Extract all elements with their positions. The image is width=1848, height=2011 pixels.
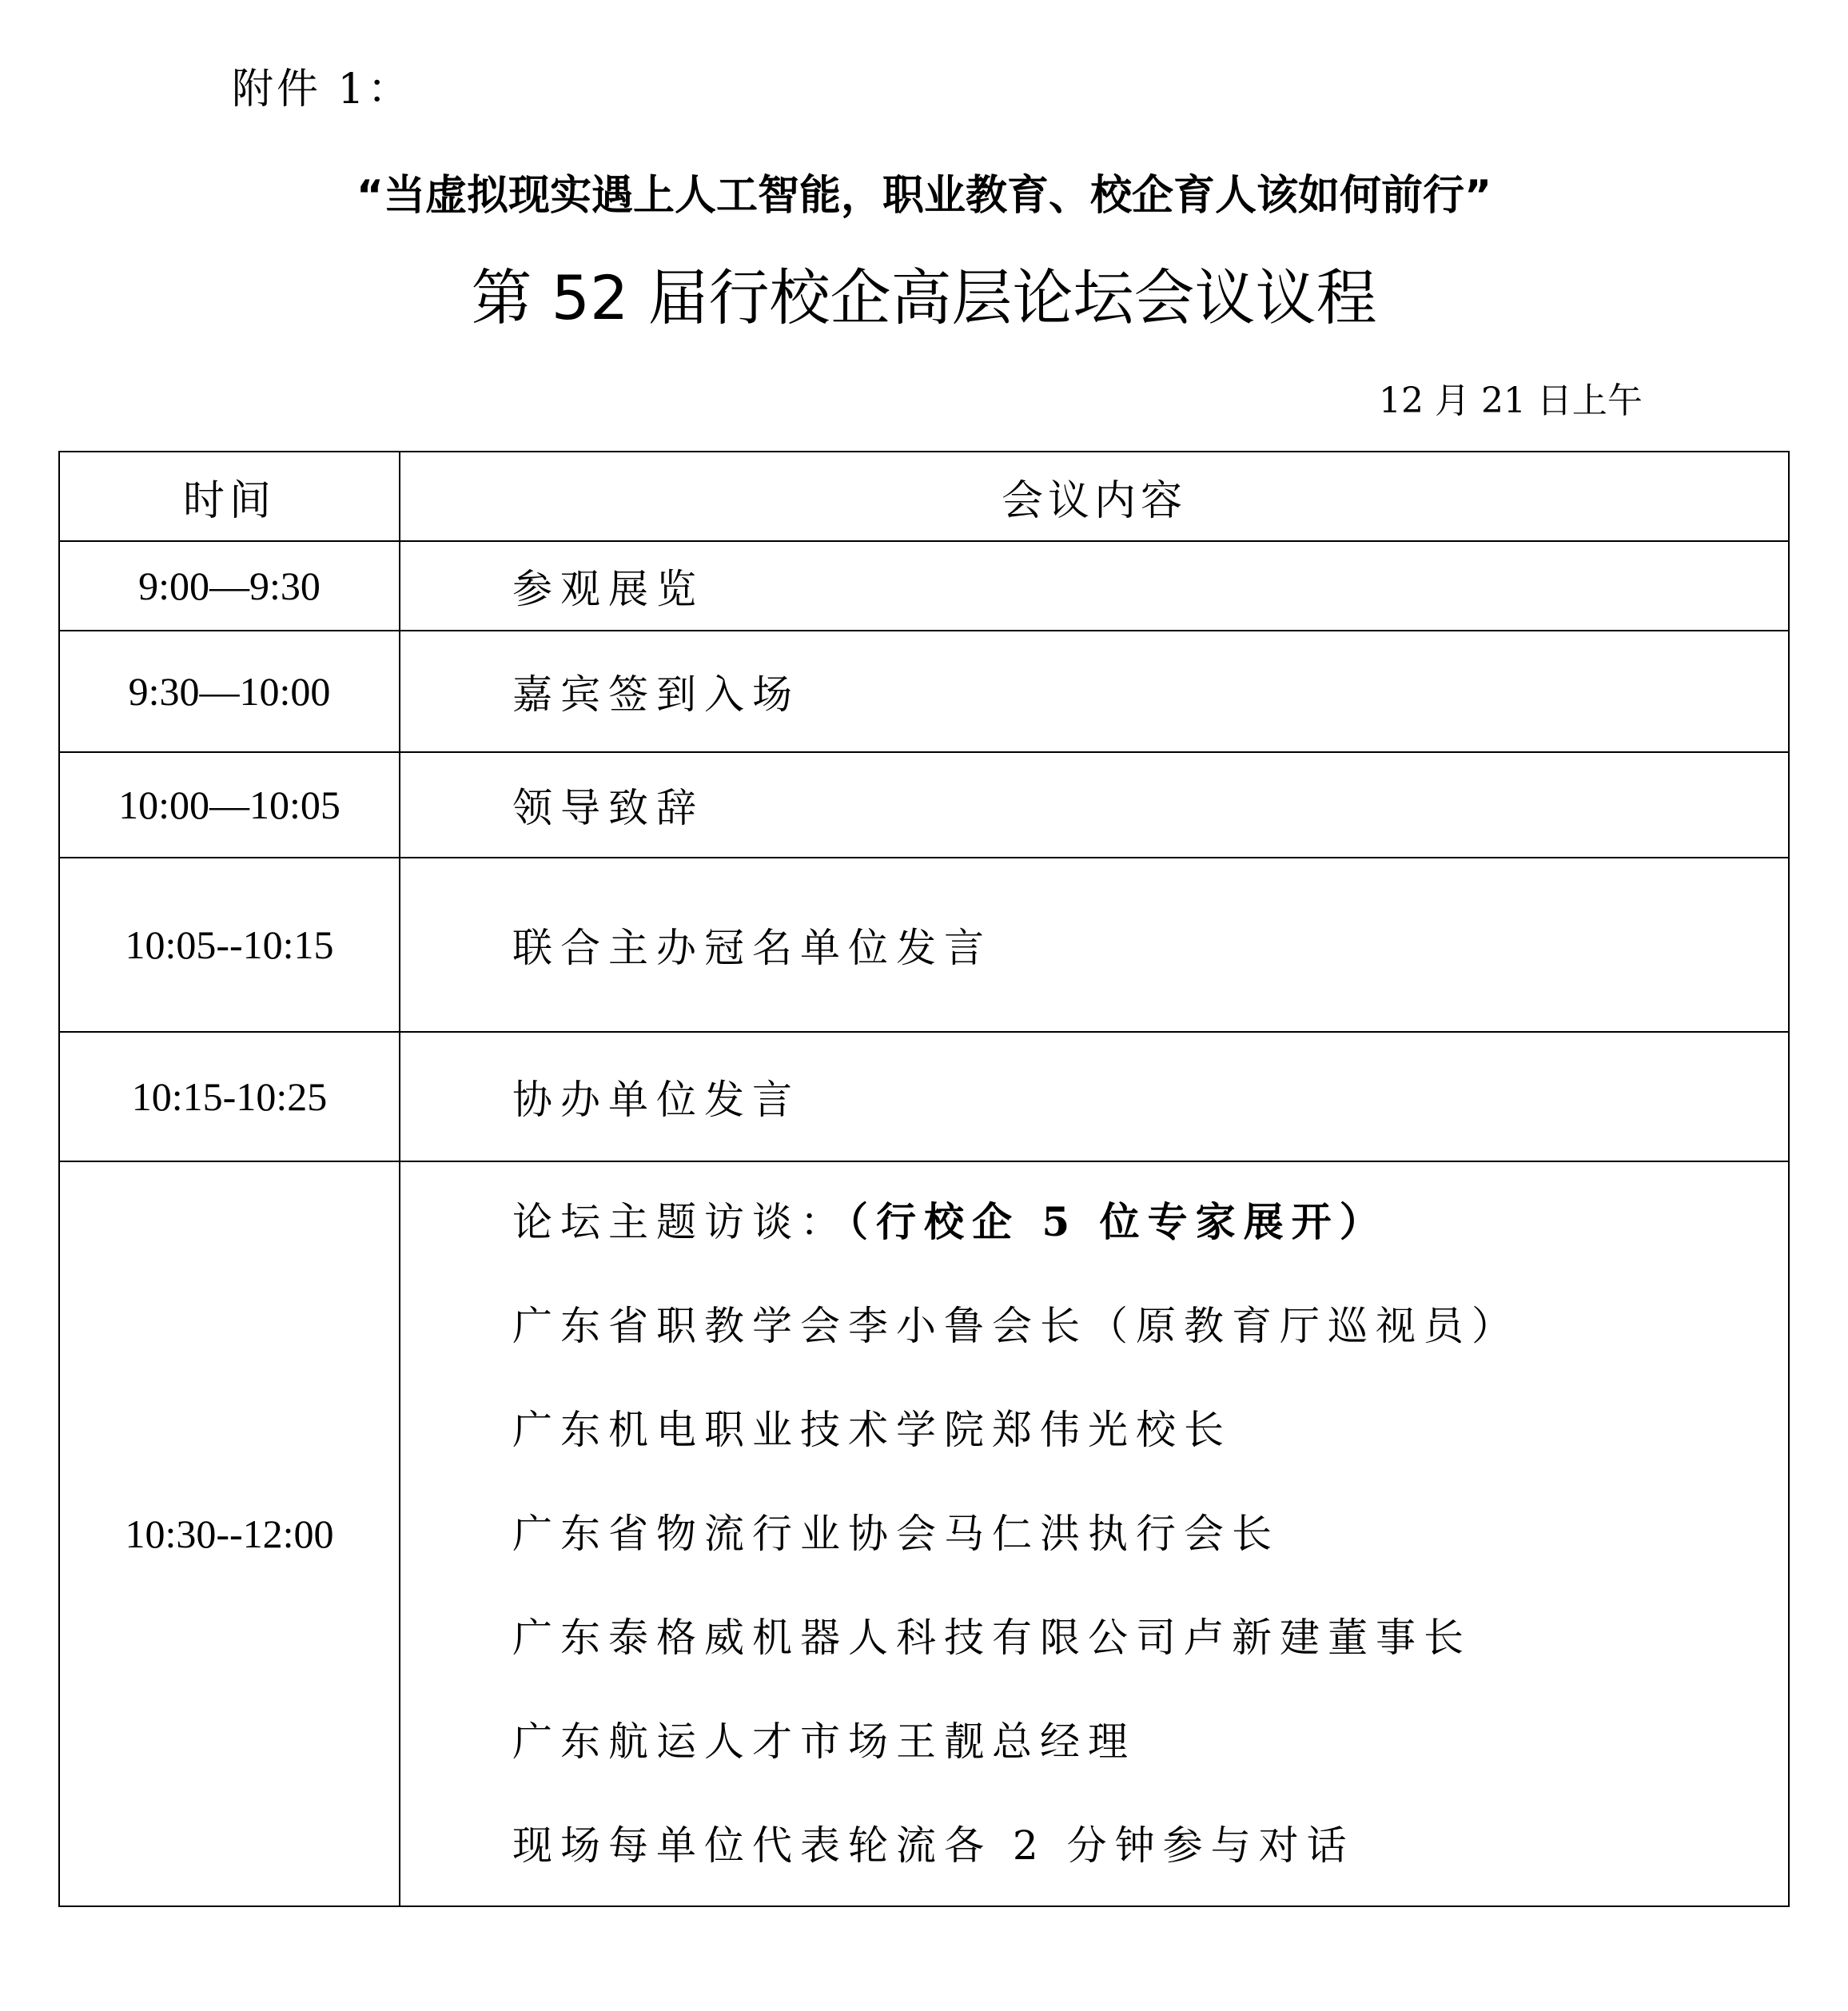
speaker-line: 广东机电职业技术学院郑伟光校长 (512, 1407, 1232, 1453)
header-content: 会议内容 (400, 452, 1789, 541)
table-row (59, 541, 1789, 631)
speaker-line: 广东航运人才市场王靓总经理 (512, 1718, 1136, 1765)
time-cell: 9:30—10:00 (59, 631, 400, 752)
content-cell: 领导致辞 (400, 752, 1789, 858)
speaker-line: 广东省职教学会李小鲁会长（原教育厅巡视员） (512, 1303, 1519, 1349)
forum-heading-bold: （行校企 5 位专家展开） (848, 1198, 1388, 1245)
table-row (59, 631, 1789, 752)
content-cell: 协办单位发言 (400, 1032, 1789, 1161)
document-title: 第 52 届行校企高层论坛会议议程 (471, 262, 1377, 333)
content-cell: 嘉宾签到入场 (400, 631, 1789, 752)
forum-row (59, 1161, 1789, 1906)
table-row (59, 752, 1789, 858)
date-label: 12 月 21 日上午 (1379, 380, 1643, 421)
forum-time-cell: 10:30--12:00 (59, 1161, 400, 1906)
content-cell: 联合主办冠名单位发言 (400, 858, 1789, 1032)
content-cell: 参观展览 (400, 541, 1789, 631)
time-cell: 10:05--10:15 (59, 858, 400, 1032)
document-subtitle: “当虚拟现实遇上人工智能，职业教育、校企育人该如何前行” (356, 172, 1492, 220)
header-time: 时间 (59, 452, 400, 541)
table-row (59, 858, 1789, 1032)
forum-content-cell (400, 1161, 1789, 1906)
time-cell: 10:00—10:05 (59, 752, 400, 858)
time-cell: 10:15-10:25 (59, 1032, 400, 1161)
speaker-line: 广东省物流行业协会马仁洪执行会长 (512, 1511, 1280, 1557)
time-cell: 9:00—9:30 (59, 541, 400, 631)
speaker-line: 广东泰格威机器人科技有限公司卢新建董事长 (512, 1615, 1472, 1661)
attachment-label: 附件 1： (232, 66, 412, 113)
speaker-line: 现场每单位代表轮流各 2 分钟参与对话 (512, 1822, 1355, 1869)
forum-heading-text: 论坛主题访谈： (512, 1199, 848, 1245)
agenda-table (58, 451, 1790, 1907)
table-row (59, 1032, 1789, 1161)
forum-heading (512, 1170, 1788, 1274)
table-header-row (59, 452, 1789, 541)
